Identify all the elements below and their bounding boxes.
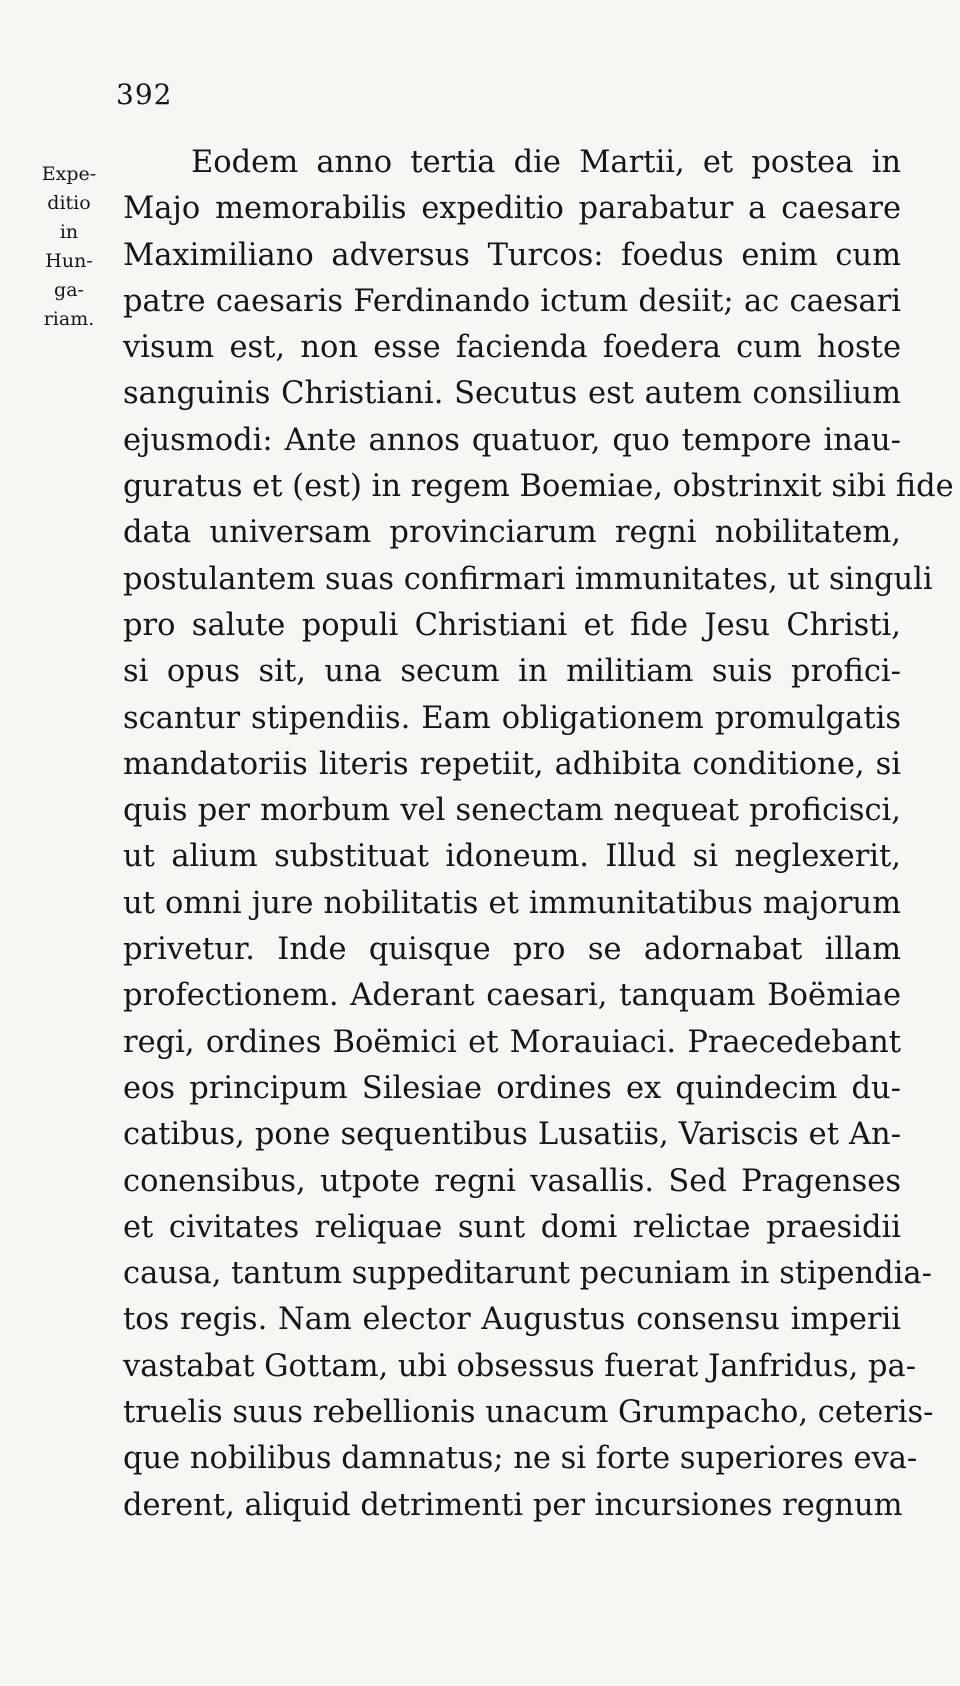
marginal-note-line: ditio bbox=[47, 192, 91, 214]
text-line: regi, ordines Boëmici et Morauiaci. Praecedebant bbox=[123, 1024, 901, 1060]
marginal-note-line: ga- bbox=[54, 279, 84, 301]
text-line: privetur. Inde quisque pro se adornabat illam bbox=[123, 932, 901, 968]
text-line: quis per morbum vel senectam nequeat proficisci, bbox=[123, 793, 901, 829]
text-line: que nobilibus damnatus; ne si forte superiores eva- bbox=[123, 1441, 918, 1477]
marginal-note bbox=[30, 160, 108, 334]
text-line: postulantem suas confirmari immunitates, ut singuli bbox=[123, 561, 933, 597]
text-line: vastabat Gottam, ubi obsessus fuerat Janfridus, pa- bbox=[123, 1348, 916, 1384]
text-line: si opus sit, una secum in militiam suis profici- bbox=[123, 654, 901, 690]
text-line: Eodem anno tertia die Martii, et postea in bbox=[191, 145, 901, 180]
text-line: profectionem. Aderant caesari, tanquam Boëmiae bbox=[123, 978, 901, 1014]
text-line: derent, aliquid detrimenti per incursiones regnum bbox=[123, 1487, 903, 1523]
text-line: guratus et (est) in regem Boemiae, obstrinxit sibi fide bbox=[123, 469, 954, 505]
text-line: pro salute populi Christiani et fide Jesu Christi, bbox=[123, 607, 901, 643]
text-line: patre caesaris Ferdinando ictum desiit; ac caesari bbox=[123, 283, 901, 319]
body-paragraph bbox=[123, 140, 954, 1529]
marginal-note-line: Hun- bbox=[45, 250, 93, 272]
text-line: catibus, pone sequentibus Lusatiis, Variscis et An- bbox=[123, 1117, 901, 1153]
marginal-note-line: in bbox=[59, 221, 79, 243]
text-line: scantur stipendiis. Eam obligationem promulgatis bbox=[123, 700, 901, 736]
text-line: Maximiliano adversus Turcos: foedus enim cum bbox=[123, 237, 901, 273]
marginal-note-line: Expe- bbox=[41, 163, 97, 185]
text-line: ejusmodi: Ante annos quatuor, quo tempore inau- bbox=[123, 422, 901, 458]
text-line: ut omni jure nobilitatis et immunitatibus majorum bbox=[123, 885, 901, 921]
text-line: mandatoriis literis repetiit, adhibita conditione, si bbox=[123, 746, 901, 782]
text-line: tos regis. Nam elector Augustus consensu imperii bbox=[123, 1302, 901, 1338]
text-line: conensibus, utpote regni vasallis. Sed Pragenses bbox=[123, 1163, 901, 1199]
text-line: visum est, non esse facienda foedera cum hoste bbox=[123, 330, 901, 366]
text-line: Majo memorabilis expeditio parabatur a caesare bbox=[123, 191, 901, 227]
text-line: sanguinis Christiani. Secutus est autem consilium bbox=[123, 376, 901, 412]
text-line: eos principum Silesiae ordines ex quindecim du- bbox=[123, 1070, 901, 1106]
text-line: truelis suus rebellionis unacum Grumpacho, ceteris- bbox=[123, 1395, 934, 1431]
text-line: causa, tantum suppeditarunt pecuniam in stipendia- bbox=[123, 1256, 932, 1292]
marginal-note-line: riam. bbox=[43, 308, 95, 330]
text-line: data universam provinciarum regni nobilitatem, bbox=[123, 515, 901, 551]
text-line: ut alium substituat idoneum. Illud si neglexerit, bbox=[123, 839, 901, 875]
page-number: 392 bbox=[116, 78, 173, 111]
text-line: et civitates reliquae sunt domi relictae praesidii bbox=[123, 1209, 901, 1245]
